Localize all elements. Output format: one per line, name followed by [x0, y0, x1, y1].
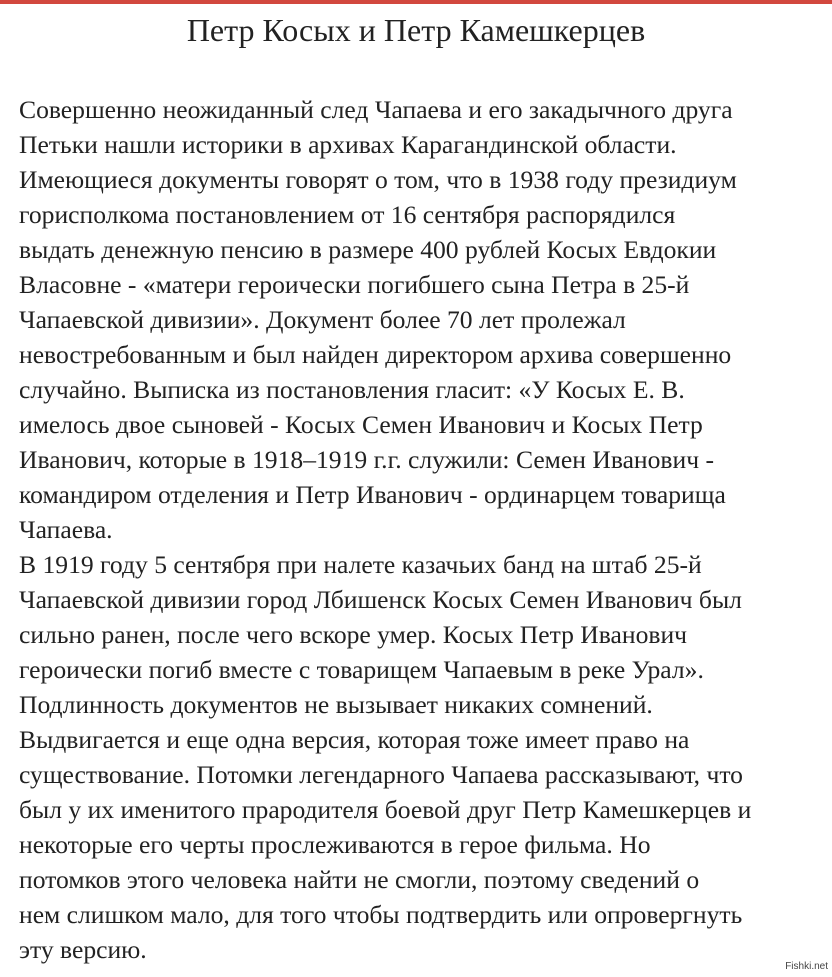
body-line: Иванович, которые в 1918–1919 г.г. служили: Семен Иванович - — [19, 445, 714, 474]
body-line: имелось двое сыновей - Косых Семен Иванович и Косых Петр — [19, 410, 703, 439]
body-line: эту версию. — [19, 935, 147, 964]
body-line: существование. Потомки легендарного Чапаева рассказывают, что — [19, 760, 743, 789]
body-line: Чапаева. — [19, 515, 113, 544]
body-line: командиром отделения и Петр Иванович - ординарцем товарища — [19, 480, 726, 509]
body-line: некоторые его черты прослеживаются в герое фильма. Но — [19, 830, 651, 859]
body-line: выдать денежную пенсию в размере 400 рублей Косых Евдокии — [19, 235, 717, 264]
body-line: Чапаевской дивизии». Документ более 70 лет пролежал — [19, 305, 626, 334]
body-line: Власовне - «матери героически погибшего сына Петра в 25-й — [19, 270, 690, 299]
body-line: сильно ранен, после чего вскоре умер. Косых Петр Иванович — [19, 620, 688, 649]
body-line: был у их именитого прародителя боевой друг Петр Камешкерцев и — [19, 795, 752, 824]
body-line: случайно. Выписка из постановления гласит: «У Косых Е. В. — [19, 375, 685, 404]
body-line: героически погиб вместе с товарищем Чапаевым в реке Урал». — [19, 655, 704, 684]
body-line: Совершенно неожиданный след Чапаева и его закадычного друга — [19, 95, 733, 124]
body-line: горисполкома постановлением от 16 сентября распорядился — [19, 200, 676, 229]
body-line: Подлинность документов не вызывает никаких сомнений. — [19, 690, 653, 719]
body-line: Выдвигается и еще одна версия, которая тоже имеет право на — [19, 725, 690, 754]
top-accent-bar — [0, 0, 832, 4]
article-body — [19, 92, 819, 967]
body-line: Имеющиеся документы говорят о том, что в 1938 году президиум — [19, 165, 737, 194]
article-title: Петр Косых и Петр Камешкерцев — [186, 12, 646, 48]
body-line: нем слишком мало, для того чтобы подтвердить или опровергнуть — [19, 900, 743, 929]
body-line: невостребованным и был найден директором архива совершенно — [19, 340, 732, 369]
body-line: В 1919 году 5 сентября при налете казачьих банд на штаб 25-й — [19, 550, 702, 579]
watermark: Fishki.net — [785, 961, 828, 972]
body-line: Чапаевской дивизии город Лбишенск Косых Семен Иванович был — [19, 585, 742, 614]
body-line: Петьки нашли историки в архивах Карагандинской области. — [19, 130, 677, 159]
body-line: потомков этого человека найти не смогли, поэтому сведений о — [19, 865, 700, 894]
